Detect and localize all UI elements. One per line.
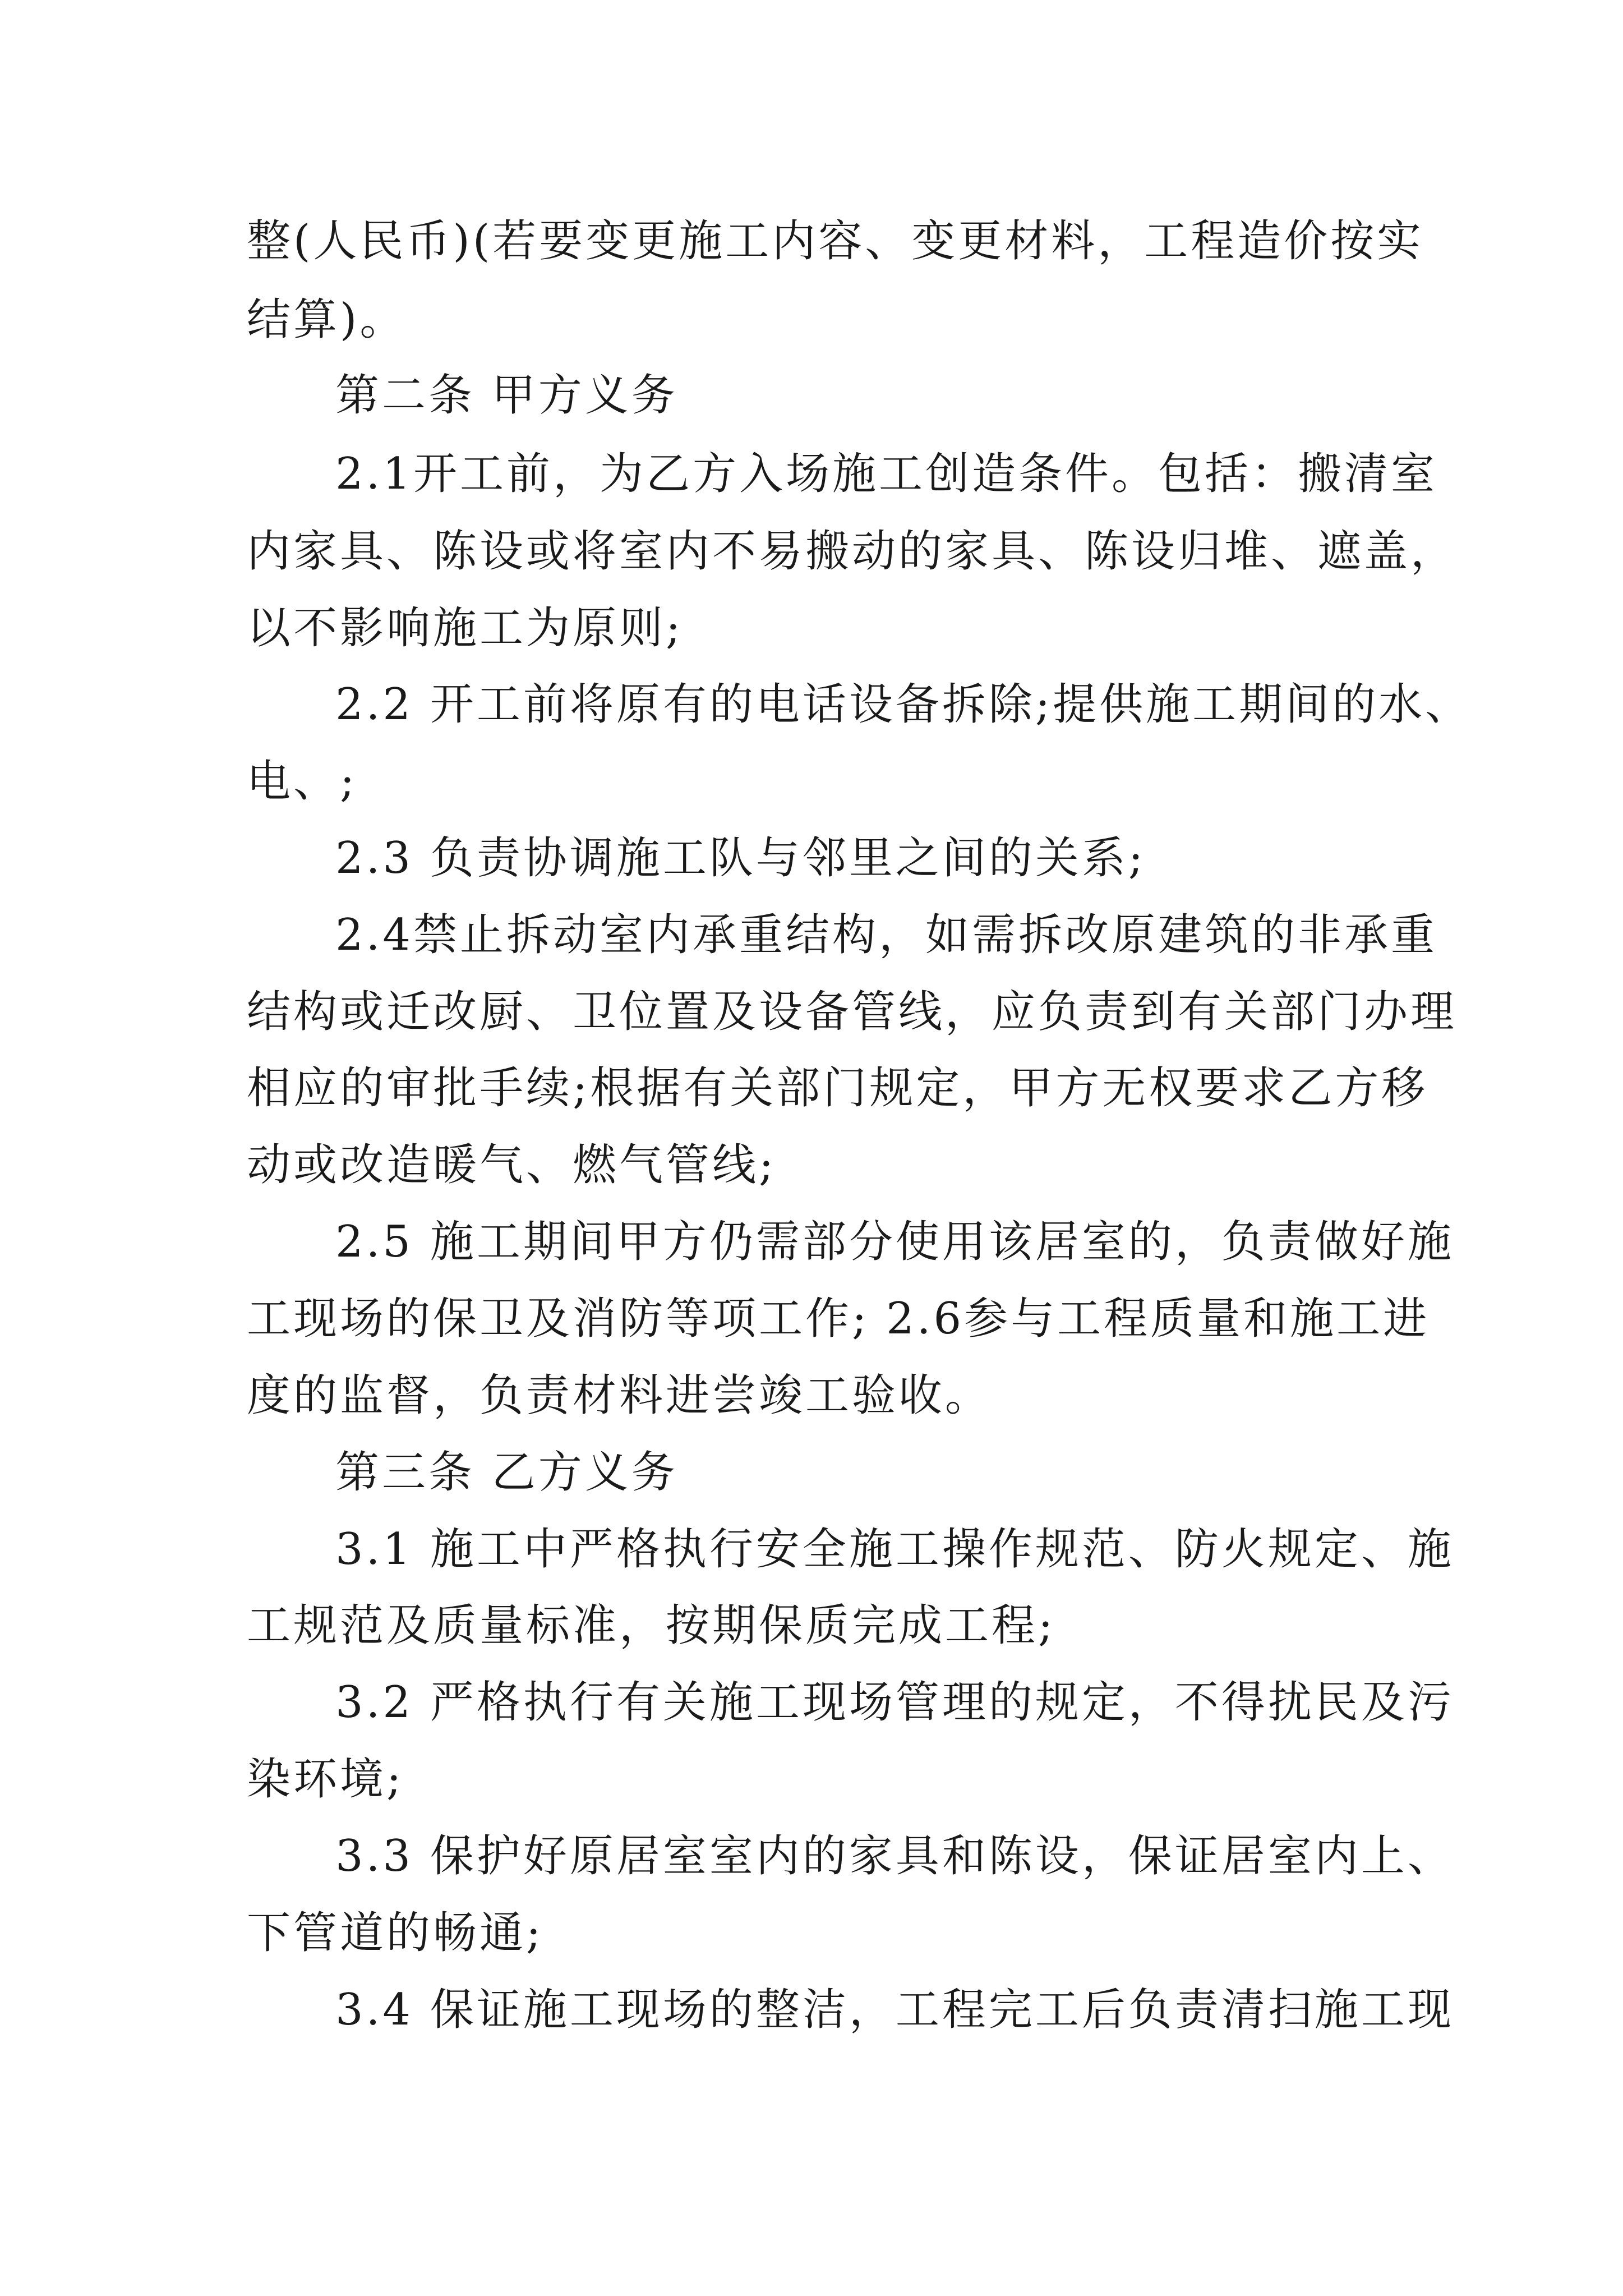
text-line: 相应的审批手续;根据有关部门规定，甲方无权要求乙方移	[247, 1063, 1428, 1114]
text-line: 染环境;	[247, 1754, 404, 1805]
text-line: 度的监督，负责材料进尝竣工验收。	[247, 1370, 992, 1421]
text-line: 工规范及质量标准，按期保质完成工程;	[247, 1600, 1056, 1651]
text-line: 内家具、陈设或将室内不易搬动的家具、陈设归堆、遮盖，	[247, 526, 1458, 577]
section-heading: 第二条 甲方义务	[335, 370, 678, 421]
text-line: 3.3 保护好原居室室内的家具和陈设，保证居室内上、	[335, 1831, 1454, 1881]
text-line: 结构或迁改厨、卫位置及设备管线，应负责到有关部门办理	[247, 987, 1458, 1037]
text-line: 以不影响施工为原则;	[247, 603, 684, 654]
text-line: 电、;	[247, 756, 358, 807]
text-line: 2.5 施工期间甲方仍需部分使用该居室的，负责做好施	[335, 1217, 1454, 1267]
text-line: 整(人民币)(若要变更施工内容、变更材料，工程造价按实	[247, 216, 1424, 266]
text-line: 3.2 严格执行有关施工现场管理的规定，不得扰民及污	[335, 1677, 1454, 1728]
text-line: 2.2 开工前将原有的电话设备拆除;提供施工期间的水、	[335, 679, 1472, 730]
text-line: 结算)。	[247, 295, 407, 345]
section-heading: 第三条 乙方义务	[335, 1447, 678, 1498]
text-line: 下管道的畅通;	[247, 1908, 544, 1958]
text-line: 工现场的保卫及消防等项工作; 2.6参与工程质量和施工进	[247, 1294, 1430, 1344]
text-line: 3.1 施工中严格执行安全施工操作规范、防火规定、施	[335, 1524, 1454, 1575]
text-line: 3.4 保证施工现场的整洁，工程完工后负责清扫施工现	[335, 1985, 1454, 2035]
text-line: 2.1开工前，为乙方入场施工创造条件。包括：搬清室	[335, 449, 1438, 499]
text-line: 动或改造暖气、燃气管线;	[247, 1140, 777, 1190]
text-line: 2.3 负责协调施工队与邻里之间的关系;	[335, 833, 1146, 884]
text-line: 2.4禁止拆动室内承重结构，如需拆改原建筑的非承重	[335, 910, 1438, 960]
